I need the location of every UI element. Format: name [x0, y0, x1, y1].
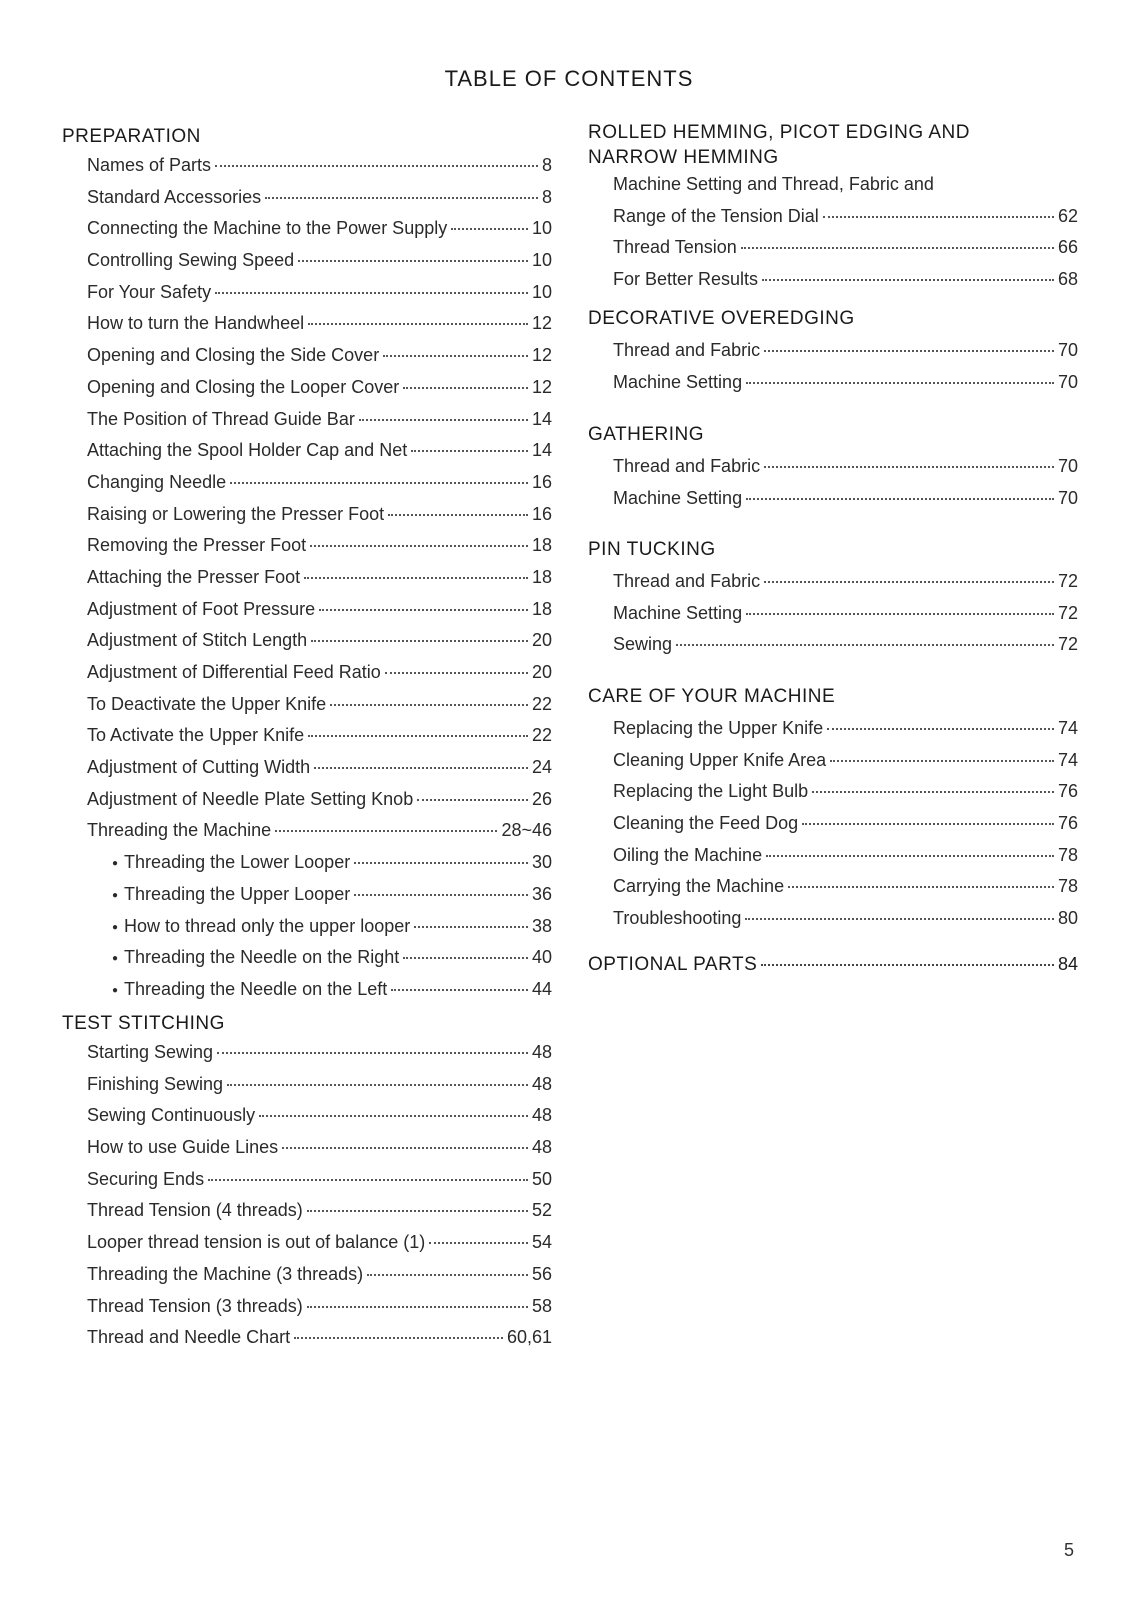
page-ref: 56: [531, 1263, 552, 1284]
page-ref: 44: [531, 978, 552, 999]
page-ref: 30: [531, 852, 552, 873]
leader-dots: [802, 823, 1054, 825]
section-heading: CARE OF YOUR MACHINE: [588, 686, 836, 707]
toc-entry-label: Adjustment of Needle Plate Setting Knob: [87, 788, 414, 809]
leader-dots: [812, 791, 1054, 793]
toc-list: [588, 340, 1078, 403]
page-ref: 8: [541, 186, 552, 207]
toc-entry: [613, 603, 1078, 635]
toc-entry: [613, 845, 1078, 877]
toc-entry: [87, 409, 552, 441]
leader-dots: [385, 672, 528, 674]
toc-entry-label: Machine Setting: [613, 487, 743, 508]
toc-entry: [87, 1296, 552, 1328]
leader-dots: [215, 292, 528, 294]
toc-entry: [613, 237, 1078, 269]
toc-entry: [112, 916, 552, 948]
toc-entry: [613, 488, 1078, 520]
leader-dots: [383, 355, 528, 357]
leader-dots: [761, 964, 1054, 966]
leader-dots: [764, 581, 1054, 583]
leader-dots: [311, 640, 528, 642]
toc-entry-label: Adjustment of Cutting Width: [87, 757, 311, 778]
leader-dots: [230, 482, 528, 484]
leader-dots: [830, 760, 1054, 762]
page-ref: 18: [531, 566, 552, 587]
page-ref: 48: [531, 1073, 552, 1094]
toc-entry: [87, 789, 552, 821]
toc-entry: [112, 947, 552, 979]
leader-dots: [354, 862, 528, 864]
page-ref: 70: [1057, 487, 1078, 508]
leader-dots: [304, 577, 528, 579]
toc-entry: [87, 504, 552, 536]
toc-entry-label: Changing Needle: [87, 471, 227, 492]
toc-entry: [87, 567, 552, 599]
section-heading-entry: [588, 952, 1078, 977]
page-ref: 84: [1057, 954, 1078, 974]
leader-dots: [367, 1274, 528, 1276]
page-ref: 36: [531, 883, 552, 904]
leader-dots: [275, 830, 497, 832]
toc-entry-label: Threading the Needle on the Right: [124, 947, 400, 968]
leader-dots: [676, 644, 1054, 646]
leader-dots: [788, 886, 1054, 888]
toc-entry-label: Controlling Sewing Speed: [87, 250, 295, 271]
toc-entry-label: Cleaning Upper Knife Area: [613, 749, 827, 770]
toc-entry: [87, 155, 552, 187]
toc-entry-label: Adjustment of Differential Feed Ratio: [87, 662, 381, 682]
toc-entry-label: To Deactivate the Upper Knife: [87, 693, 327, 714]
page-ref: 48: [531, 1042, 552, 1062]
page-ref: 10: [531, 281, 552, 302]
toc-entry-label: Troubleshooting: [613, 908, 742, 929]
page-ref: 76: [1057, 813, 1078, 834]
toc-entry-label: Finishing Sewing: [87, 1073, 224, 1094]
section-decorative-overedging: [588, 306, 1078, 403]
page-ref: 26: [531, 788, 552, 809]
page-ref: 14: [531, 440, 552, 461]
page-ref: 62: [1057, 205, 1078, 226]
page-ref: 28~46: [501, 820, 552, 841]
leader-dots: [330, 704, 528, 706]
toc-entry: [613, 372, 1078, 404]
toc-entry-label: Names of Parts: [87, 155, 212, 175]
leader-dots: [411, 450, 528, 452]
leader-dots: [745, 918, 1054, 920]
toc-entry-label: Cleaning the Feed Dog: [613, 813, 799, 834]
leader-dots: [391, 989, 528, 991]
toc-list: [588, 571, 1078, 666]
section-heading: [588, 120, 1078, 170]
toc-entry: [87, 250, 552, 282]
page-ref: 20: [531, 662, 552, 682]
toc-entry: [112, 884, 552, 916]
leader-dots: [314, 767, 528, 769]
toc-entry-label: Machine Setting and Thread, Fabric and: [613, 174, 934, 194]
toc-entry-label: Oiling the Machine: [613, 844, 763, 865]
toc-list: [588, 718, 1078, 940]
leader-dots: [265, 197, 538, 199]
toc-entry: [613, 908, 1078, 940]
toc-entry-label: Looper thread tension is out of balance (1): [87, 1232, 426, 1253]
bullet-icon: ●: [112, 858, 119, 870]
leader-dots: [766, 855, 1054, 857]
page-ref: 16: [531, 503, 552, 524]
toc-entry-label: How to turn the Handwheel: [87, 313, 305, 334]
leader-dots: [298, 260, 528, 262]
page-ref: 22: [531, 725, 552, 746]
leader-dots: [208, 1179, 528, 1181]
toc-entry: [613, 718, 1078, 750]
leader-dots: [764, 350, 1054, 352]
page-ref: 54: [531, 1232, 552, 1253]
bullet-icon: ●: [112, 953, 119, 965]
left-column-lower: [62, 1011, 552, 1359]
page-ref: 12: [531, 313, 552, 334]
toc-entry-label: Attaching the Spool Holder Cap and Net: [87, 440, 408, 461]
page-ref: 70: [1057, 340, 1078, 360]
page-ref: 22: [531, 693, 552, 714]
leader-dots: [746, 382, 1054, 384]
page-ref: 58: [531, 1295, 552, 1316]
toc-entry-label: The Position of Thread Guide Bar: [87, 408, 355, 429]
leader-dots: [217, 1052, 528, 1054]
toc-entry: [87, 1074, 552, 1106]
page-ref: 18: [531, 535, 552, 556]
section-rolled-hemming: [588, 120, 1078, 301]
leader-dots: [827, 728, 1054, 730]
toc-entry: [87, 662, 552, 694]
leader-dots: [403, 387, 528, 389]
toc-list: [62, 1042, 552, 1359]
leader-dots: [282, 1147, 528, 1149]
toc-entry: [87, 313, 552, 345]
toc-entry-label: Thread Tension (4 threads): [87, 1200, 303, 1221]
toc-entry-label: Sewing: [613, 634, 673, 655]
toc-entry: [87, 757, 552, 789]
toc-entry-label: Raising or Lowering the Presser Foot: [87, 503, 385, 524]
page-ref: 60,61: [506, 1327, 552, 1348]
toc-entry-label: For Your Safety: [87, 281, 212, 302]
toc-entry-label: For Better Results: [613, 269, 759, 290]
page-ref: 38: [531, 915, 552, 936]
toc-entry: [613, 781, 1078, 813]
toc-entry-label: Thread and Fabric: [613, 340, 761, 360]
leader-dots: [746, 498, 1054, 500]
page-ref: 66: [1057, 237, 1078, 258]
page-ref: 18: [531, 598, 552, 619]
leader-dots: [429, 1242, 528, 1244]
toc-entry-label: Standard Accessories: [87, 186, 262, 207]
toc-entry-label: Removing the Presser Foot: [87, 535, 307, 556]
toc-entry: [87, 820, 552, 852]
toc-entry-label: Threading the Machine: [87, 820, 272, 841]
page-ref: 10: [531, 250, 552, 271]
leader-dots: [741, 247, 1054, 249]
toc-entry-label: Threading the Lower Looper: [124, 852, 351, 873]
page-ref: 12: [531, 376, 552, 397]
toc-entry-label: Adjustment of Foot Pressure: [87, 598, 316, 619]
toc-entry: [613, 340, 1078, 372]
toc-entry-label: To Activate the Upper Knife: [87, 725, 305, 746]
toc-entry: [87, 1169, 552, 1201]
page-ref: 76: [1057, 781, 1078, 802]
toc-entry: [613, 206, 1078, 238]
leader-dots: [227, 1084, 528, 1086]
toc-entry: [87, 725, 552, 757]
toc-entry: [87, 218, 552, 250]
toc-entry: [87, 1327, 552, 1359]
section-optional-parts: [588, 952, 1078, 977]
page-ref: 40: [531, 947, 552, 968]
leader-dots: [294, 1337, 503, 1339]
leader-dots: [308, 323, 528, 325]
page-number: 5: [1063, 1540, 1074, 1560]
toc-entry-label: Opening and Closing the Looper Cover: [87, 376, 400, 397]
toc-entry-label: Replacing the Upper Knife: [613, 718, 824, 738]
toc-entry-label: Thread and Needle Chart: [87, 1327, 291, 1348]
page-ref: 78: [1057, 844, 1078, 865]
section-test-stitching: [62, 1011, 552, 1359]
leader-dots: [762, 279, 1054, 281]
toc-entry-label: Replacing the Light Bulb: [613, 781, 809, 802]
toc-entry: [87, 630, 552, 662]
leader-dots: [359, 419, 528, 421]
leader-dots: [319, 609, 528, 611]
leader-dots: [414, 926, 528, 928]
leader-dots: [451, 228, 528, 230]
toc-entry: [87, 1232, 552, 1264]
toc-entry: [87, 345, 552, 377]
leader-dots: [308, 735, 528, 737]
page-ref: 70: [1057, 456, 1078, 476]
section-pin-tucking: [588, 537, 1078, 666]
toc-entry: [87, 1042, 552, 1074]
toc-entry: [613, 269, 1078, 301]
toc-entry-label: Threading the Upper Looper: [124, 883, 351, 904]
toc-entry-label: Threading the Machine (3 threads): [87, 1263, 364, 1284]
toc-entry: [112, 852, 552, 884]
toc-entry: [87, 694, 552, 726]
page-ref: 48: [531, 1105, 552, 1126]
section-heading: PREPARATION: [62, 126, 201, 147]
page-ref: 24: [531, 757, 552, 778]
section-heading: GATHERING: [588, 424, 705, 445]
toc-entry: [87, 282, 552, 314]
toc-entry: [613, 750, 1078, 782]
toc-entry-label: Opening and Closing the Side Cover: [87, 345, 380, 366]
toc-entry-label: Starting Sewing: [87, 1042, 214, 1062]
page-ref: 74: [1057, 749, 1078, 770]
leader-dots: [310, 545, 528, 547]
page-ref: 10: [531, 218, 552, 239]
toc-entry: [613, 571, 1078, 603]
toc-entry-label: Sewing Continuously: [87, 1105, 256, 1126]
toc-entry-label: Threading the Needle on the Left: [124, 978, 388, 999]
toc-entry-label: Adjustment of Stitch Length: [87, 630, 308, 651]
toc-entry-label: Machine Setting: [613, 602, 743, 623]
toc-entry-label: Carrying the Machine: [613, 876, 785, 897]
page-ref: 8: [541, 155, 552, 175]
section-heading-line: ROLLED HEMMING, PICOT EDGING AND: [588, 122, 970, 143]
toc-entry: [87, 187, 552, 219]
toc-entry-label: Thread Tension (3 threads): [87, 1295, 303, 1316]
page-ref: 52: [531, 1200, 552, 1221]
leader-dots: [354, 894, 528, 896]
toc-entry: [613, 456, 1078, 488]
toc-entry: [87, 1200, 552, 1232]
toc-entry: [613, 813, 1078, 845]
toc-entry: [112, 979, 552, 1011]
bullet-icon: ●: [112, 921, 119, 933]
bullet-icon: ●: [112, 889, 119, 901]
toc-entry: [87, 1264, 552, 1296]
page-ref: 20: [531, 630, 552, 651]
page-ref: 50: [531, 1168, 552, 1189]
toc-entry: [87, 599, 552, 631]
toc-entry: [87, 1105, 552, 1137]
toc-entry-label: Attaching the Presser Foot: [87, 566, 301, 587]
section-care: [588, 684, 1078, 940]
toc-entry-label: Thread and Fabric: [613, 571, 761, 591]
toc-list: [62, 155, 552, 1011]
page-ref: 16: [531, 471, 552, 492]
toc-entry-label: Thread Tension: [613, 237, 737, 258]
toc-entry-label: Range of the Tension Dial: [613, 205, 819, 226]
toc-entry: [613, 876, 1078, 908]
left-column: [62, 124, 552, 1011]
page-ref: 68: [1057, 269, 1078, 290]
leader-dots: [403, 957, 528, 959]
page-ref: 78: [1057, 876, 1078, 897]
leader-dots: [307, 1306, 528, 1308]
page-ref: 72: [1057, 634, 1078, 655]
leader-dots: [746, 613, 1054, 615]
toc-entry: [87, 535, 552, 567]
toc-entry: [87, 377, 552, 409]
page-ref: 72: [1057, 602, 1078, 623]
toc-entry: [87, 1137, 552, 1169]
section-heading: TEST STITCHING: [62, 1013, 225, 1034]
toc-entry: [87, 440, 552, 472]
leader-dots: [215, 165, 538, 167]
page-ref: 74: [1057, 718, 1078, 738]
toc-entry-label: Connecting the Machine to the Power Supply: [87, 218, 448, 239]
page-ref: 72: [1057, 571, 1078, 591]
section-gathering: [588, 422, 1078, 519]
section-heading: DECORATIVE OVEREDGING: [588, 308, 855, 329]
section-heading-line: NARROW HEMMING: [588, 147, 779, 168]
toc-entry: [613, 174, 1078, 206]
page-ref: 12: [531, 345, 552, 366]
leader-dots: [417, 799, 528, 801]
page-ref: 14: [531, 408, 552, 429]
toc-list: [588, 456, 1078, 519]
bullet-icon: ●: [112, 984, 119, 996]
page-title: TABLE OF CONTENTS: [444, 66, 694, 91]
toc-entry: [613, 634, 1078, 666]
leader-dots: [388, 514, 528, 516]
section-heading: OPTIONAL PARTS: [588, 954, 758, 975]
toc-list: [588, 174, 1078, 301]
leader-dots: [259, 1115, 528, 1117]
page-ref: 70: [1057, 371, 1078, 392]
page-ref: 80: [1057, 908, 1078, 929]
section-heading: PIN TUCKING: [588, 539, 716, 560]
section-preparation: [62, 124, 552, 1011]
leader-dots: [764, 466, 1054, 468]
toc-entry-label: How to thread only the upper looper: [124, 915, 411, 936]
leader-dots: [307, 1210, 528, 1212]
leader-dots: [823, 216, 1054, 218]
toc-entry-label: Thread and Fabric: [613, 456, 761, 476]
page-ref: 48: [531, 1137, 552, 1158]
toc-entry-label: Machine Setting: [613, 371, 743, 392]
toc-entry-label: How to use Guide Lines: [87, 1137, 279, 1158]
toc-entry-label: Securing Ends: [87, 1168, 205, 1189]
toc-entry: [87, 472, 552, 504]
